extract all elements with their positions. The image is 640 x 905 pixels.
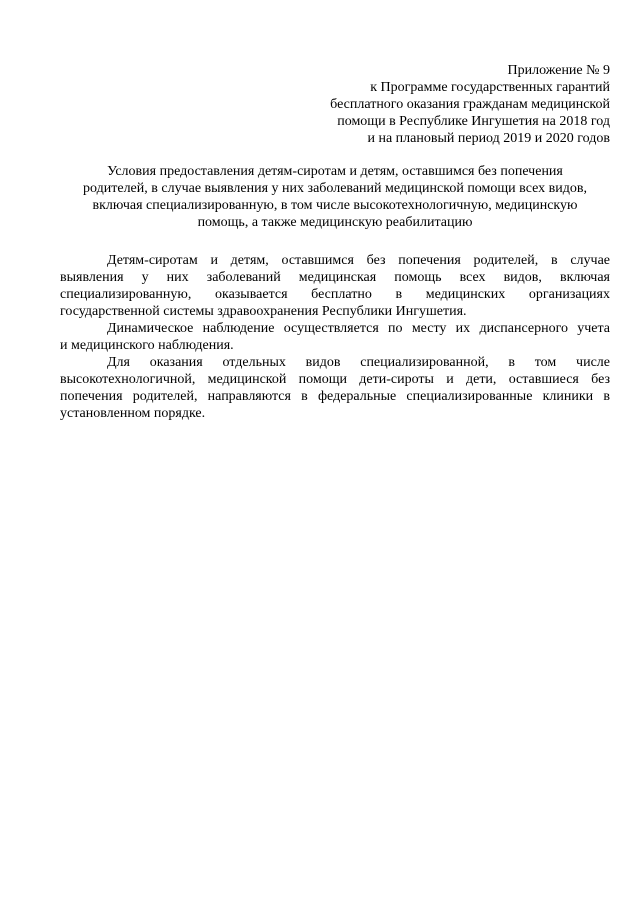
- paragraph-2: [60, 320, 610, 354]
- appendix-line: Приложение № 9: [507, 63, 610, 78]
- text-line: выявления у них заболеваний медицинская помощь всех видов, включая: [60, 270, 610, 285]
- appendix-line: бесплатного оказания гражданам медицинской: [330, 97, 610, 112]
- appendix-line: к Программе государственных гарантий: [370, 80, 610, 95]
- document-title: [60, 163, 610, 231]
- text-line: установленном порядке.: [60, 406, 206, 421]
- text-line: Динамическое наблюдение осуществляется по месту их диспансерного учета: [107, 321, 610, 336]
- paragraph-1: [60, 252, 610, 320]
- appendix-header: [190, 62, 610, 147]
- appendix-line: и на плановый период 2019 и 2020 годов: [367, 131, 610, 146]
- text-line: Для оказания отдельных видов специализированной, в том числе: [107, 355, 610, 370]
- text-line: Детям-сиротам и детям, оставшимся без попечения родителей, в случае: [107, 253, 610, 268]
- title-line: помощь, а также медицинскую реабилитацию: [197, 215, 473, 230]
- document-body: [60, 252, 610, 422]
- title-line: родителей, в случае выявления у них заболеваний медицинской помощи всех видов,: [83, 181, 587, 196]
- title-line: Условия предоставления детям-сиротам и детям, оставшимся без попечения: [107, 164, 563, 179]
- text-line: специализированную, оказывается бесплатно в медицинских организациях: [60, 287, 610, 302]
- text-line: высокотехнологичной, медицинской помощи дети-сироты и дети, оставшиеся без: [60, 372, 610, 387]
- text-line: и медицинского наблюдения.: [60, 338, 234, 353]
- paragraph-3: [60, 354, 610, 422]
- text-line: попечения родителей, направляются в федеральные специализированные клиники в: [60, 389, 610, 404]
- appendix-line: помощи в Республике Ингушетия на 2018 год: [337, 114, 610, 129]
- text-line: государственной системы здравоохранения Республики Ингушетия.: [60, 304, 467, 319]
- title-line: включая специализированную, в том числе высокотехнологичную, медицинскую: [92, 198, 578, 213]
